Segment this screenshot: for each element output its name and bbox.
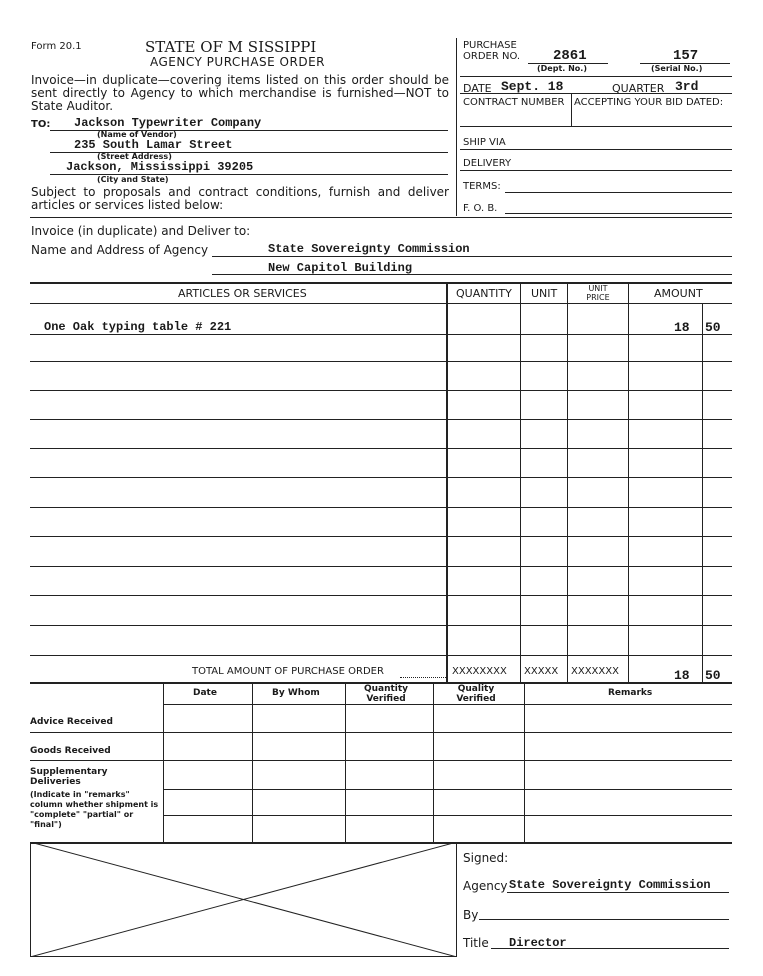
item-article: One Oak typing table # 221: [44, 320, 232, 334]
remarks-instruction: (Indicate in "remarks" column whether shipment is "complete" "partial" or "final"): [30, 790, 159, 829]
agency-line-1: State Sovereignty Commission: [268, 242, 470, 256]
to-label: TO:: [31, 119, 51, 130]
quarter-value: 3rd: [675, 79, 699, 94]
total-label: TOTAL AMOUNT OF PURCHASE ORDER: [192, 666, 384, 677]
by-label: By: [463, 908, 479, 922]
delivery-label: DELIVERY: [463, 158, 512, 169]
total-dollars: 18: [674, 668, 690, 683]
item-amount-dollars: 18: [674, 320, 690, 335]
signed-label: Signed:: [463, 851, 509, 865]
date-value: Sept. 18: [501, 79, 564, 94]
receipt-quality-verified-header: Quality Verified: [456, 684, 496, 704]
invoice-deliver-label: Invoice (in duplicate) and Deliver to:: [31, 224, 251, 238]
agency-sign-label: Agency: [463, 879, 508, 893]
unit-price-header: UNIT PRICE: [586, 284, 610, 302]
amount-header: AMOUNT: [654, 287, 703, 300]
agency-name-address-label: Name and Address of Agency: [31, 243, 209, 257]
vendor-city: Jackson, Mississippi 39205: [66, 160, 254, 174]
ship-via-label: SHIP VIA: [463, 137, 506, 148]
title-label: Title: [463, 936, 489, 950]
state-title: STATE OF M SISSIPPI: [145, 38, 317, 56]
advice-received-label: Advice Received: [30, 717, 113, 727]
vendor-street: 235 South Lamar Street: [74, 138, 233, 152]
vendor-street-caption: (Street Address): [97, 152, 172, 161]
vendor-name-caption: (Name of Vendor): [97, 130, 177, 139]
invoice-instructions: Invoice—in duplicate—covering items listed on this order should be sent directly to Agency to which merchandise is furnished—NOT to State Auditor.: [31, 73, 449, 113]
terms-label: TERMS:: [463, 181, 501, 192]
total-unit-filler: XXXXX: [524, 666, 559, 677]
supplementary-deliveries-label: Supplementary Deliveries: [30, 767, 108, 787]
contract-number-label: CONTRACT NUMBER: [463, 97, 565, 108]
total-cents: 50: [705, 668, 721, 683]
total-qty-filler: XXXXXXXX: [452, 666, 507, 677]
agency-line-2: New Capitol Building: [268, 261, 413, 275]
item-amount-cents: 50: [705, 320, 721, 335]
form-number: Form 20.1: [31, 41, 82, 52]
vendor-name: Jackson Typewriter Company: [74, 116, 262, 130]
accepting-bid-label: ACCEPTING YOUR BID DATED:: [574, 97, 724, 108]
fob-label: F. O. B.: [463, 203, 498, 214]
subject-text: Subject to proposals and contract conditions, furnish and deliver articles or services listed below:: [31, 185, 449, 212]
goods-received-label: Goods Received: [30, 746, 111, 756]
quantity-header: QUANTITY: [456, 287, 512, 300]
receipt-quantity-verified-header: Quantity Verified: [363, 684, 409, 704]
dept-number: 2861: [553, 48, 587, 64]
serial-caption: (Serial No.): [651, 64, 703, 73]
date-label: DATE: [463, 82, 492, 95]
agency-sign-value: State Sovereignty Commission: [509, 878, 711, 892]
dept-caption: (Dept. No.): [537, 64, 587, 73]
vendor-city-caption: (City and State): [97, 175, 169, 184]
purchase-order-label: PURCHASE ORDER NO.: [463, 40, 521, 62]
receipt-date-header: Date: [193, 688, 217, 698]
crossed-out-box: [30, 842, 457, 957]
title-value: Director: [509, 936, 567, 950]
articles-header: ARTICLES OR SERVICES: [178, 287, 307, 300]
receipt-by-whom-header: By Whom: [272, 688, 320, 698]
unit-header: UNIT: [531, 287, 558, 300]
total-price-filler: XXXXXXX: [571, 666, 619, 677]
form-title: AGENCY PURCHASE ORDER: [150, 55, 325, 69]
serial-number: 157: [673, 48, 699, 64]
quarter-label: QUARTER: [612, 82, 665, 95]
receipt-remarks-header: Remarks: [608, 688, 653, 698]
